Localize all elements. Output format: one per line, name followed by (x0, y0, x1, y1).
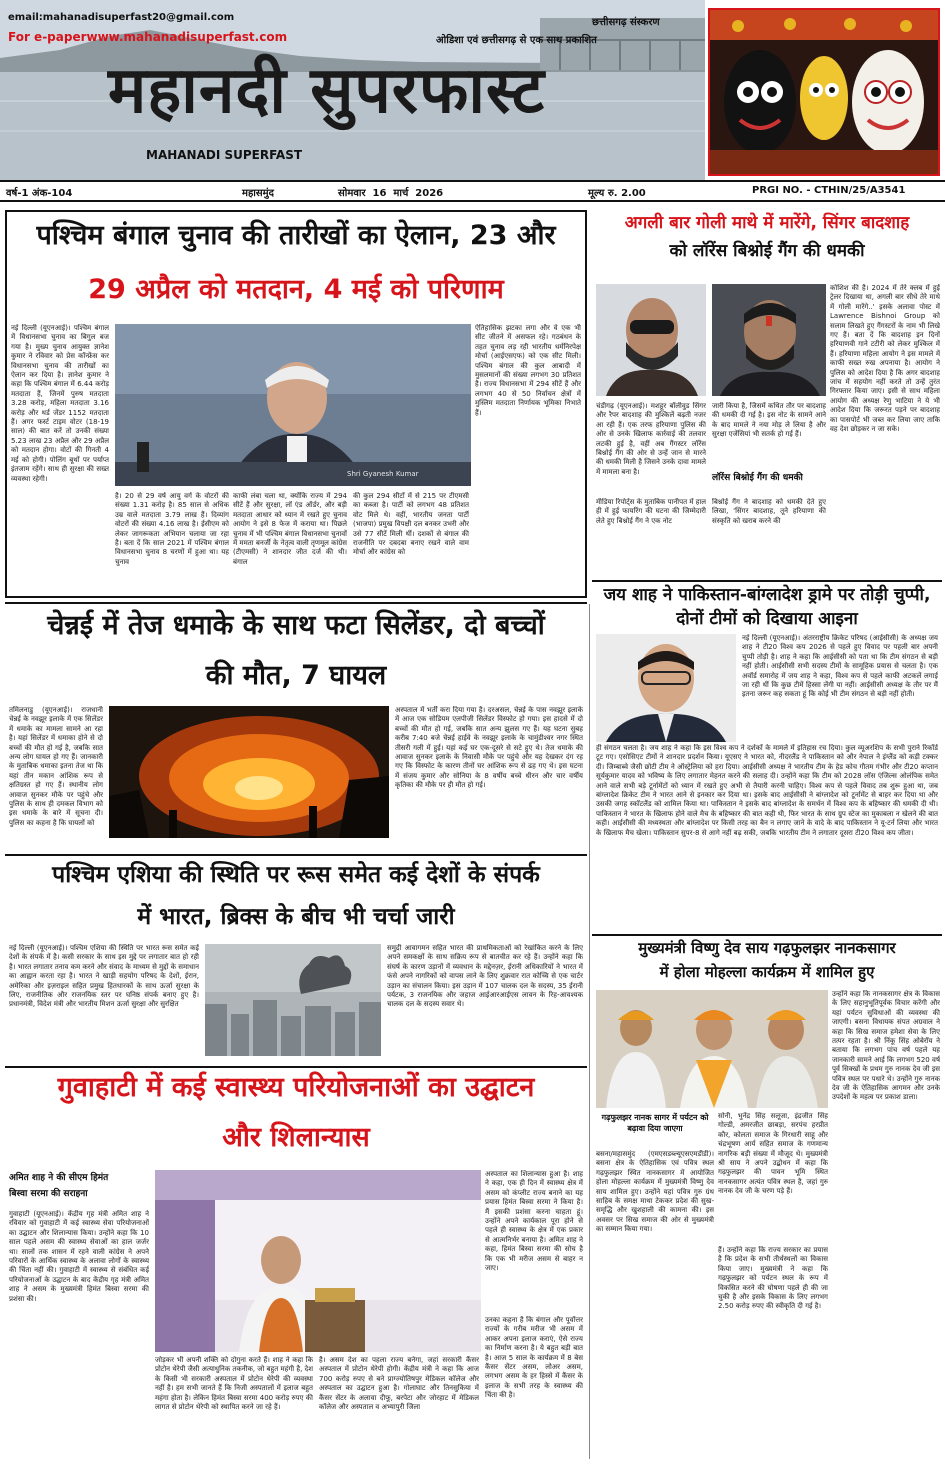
story-chennai-col-1: तमिलनाडु (यूएनआई)। राजधानी चेन्नई के नवझूर इलाके में एक सिलेंडर में धमाके का मामला सामने आ रहा है। यहां सिलेंडर में धमाका होने से दो बच्चों की मौत हो गई है, जबकि सात अन्य लोग घायल हो गए हैं। जानकारी के मुताबिक धमाका इतना तेज था कि यहां तीन मकान आंशिक रूप से क्षतिग्रस्त हो गए हैं। स्थानीय लोग आवाज सुनकर मौके पर पहुंचे और पुलिस के साथ ही दमकल विभाग को इस धमाके के बारे में सूचना दी। पुलिस का कहना है कि घायलों को (9, 706, 103, 827)
story-guwahati-top-rule (5, 1066, 587, 1068)
story-jay-shah-headline-1: जय शाह ने पाकिस्तान-बांग्लादेश ड्रामे पर तोड़ी चुप्पी, (603, 585, 931, 605)
dateline-date: सोमवार 16 मार्च 2026 (338, 188, 444, 199)
story-guwahati-kicker-1: अमित शाह ने की सीएम हिमंत (9, 1173, 109, 1183)
story-chennai-top-rule (5, 602, 587, 604)
story-guwahati-col-5: उनका कहना है कि बंगाल और पूर्वोत्तर राज्यों के गरीब मरीज भी असम में आकर अपना इलाज कराएं, ऐसे राज्य का निर्माण करना है। ये बहुत बड़ी बात है। आज 5 साल के कार्यक्रम में 8 बेस कैंसर सेंटर असम, लोअर असम, लगभग असम के हर हिस्से में कैंसर के इलाज के सभी तरह के स्वास्थ्य की चिंता की है। (485, 1316, 583, 1400)
story-badshah-photo-singer (596, 284, 706, 396)
story-cm-sai-top-rule (592, 934, 942, 936)
story-west-bengal-headline-2: 29 अप्रैल को मतदान, 4 मई को परिणाम (88, 274, 504, 305)
story-west-bengal-headline-1: पश्चिम बंगाल चुनाव की तारीखों का ऐलान, 23 और (36, 220, 556, 251)
dateline-place: महासमुंद (242, 188, 274, 199)
story-jay-shah-col-2: ही संगठन चलता है। जय शाह ने कहा कि इस विश्व कप ने दर्शकों के मामले में इतिहास रच दिया। कुल व्यूअरशिप के सभी पुराने रिकॉर्ड टूट गए। एसोसिएट टीमों ने शानदार प्रदर्शन किया। यूएसए ने भारत को, नीदरलैंड ने पाकिस्तान को और नेपाल ने इंग्लैंड को कड़ी टक्कर दी। जिम्बाब्वे जैसी छोटी टीम ने ऑस्ट्रेलिया को हरा दिया। आईसीसी अध्यक्ष ने भारतीय टीम के हेड कोच गौतम गंभीर और टी20 कप्तान सूर्यकुमार यादव को भविष्य के लिए लगातार मेहनत करने की सलाह दी। उन्होंने कहा कि टीम को 2028 लॉस एंजिल्स ओलंपिक समेत आने वाले सभी बड़े टूर्नामेंटों को ध्यान में रखते हुए अभी से तैयारी करनी चाहिए। विश्व कप से पहले विवाद तब शुरू हुआ था, जब बांग्लादेश क्रिकेट टीम ने भारत आने से इनकार कर दिया था। इसके बाद आईसीसी ने बांग्लादेश को टूर्नामेंट से बाहर कर दिया था और उसकी जगह स्कॉटलैंड को शामिल किया था। पाकिस्तान ने इसके बाद बांग्लादेश के समर्थन में विश्व कप के बहिष्कार की धमकी दी थी। पाकिस्तान ने भारत के खिलाफ होने वाले मैच के बहिष्कार की बात कही थी, फिर भारत के साथ ग्रुप स्टेज का मुकाबला न खेलने की बात कही। आईसीसी की मध्यस्थता और बांग्लादेश पर किसी तरह का बैन न लगाए जाने के वादे के बाद पाकिस्तान ने यू-टर्न लिया और भारत के खिलाफ मैच खेला। पाकिस्तान सुपर-8 से आगे नहीं बढ़ सकी, जबकि भारतीय टीम ने लगातार दूसरा टी20 विश्व कप जीता। (596, 744, 938, 837)
story-cm-sai-photo (596, 990, 828, 1108)
story-guwahati-kicker-2: बिस्वा सरमा की सराहना (9, 1189, 88, 1199)
story-cm-sai-headline-1: मुख्यमंत्री विष्णु देव साय गढ़फुलझर नानकसागर (638, 939, 896, 957)
story-cm-sai-col-2: उन्होंने कहा कि नानकसागर क्षेत्र के विकास के लिए सहानुभूतिपूर्वक विचार करेंगी और यहां पर्यटन सुविधाओं की व्यवस्था की जाएगी। बसना विधायक संपत अग्रवाल ने कहा कि सिख समाज हमेशा सेवा के लिए तत्पर रहता है। श्री निंकू सिंह ओबेरॉय ने बताया कि लगभग पांच वर्ष पहले यह जानकारी सामने आई कि लगभग 520 वर्ष पूर्व सिक्खों के प्रथम गुरु नानक देव जी इस पवित्र स्थल पर पधारे थे। उन्होंने गुरु नानक देव जी के ऐतिहासिक आगमन और उनके उपदेशों के महत्व पर प्रकाश डाला। (832, 990, 940, 1102)
story-cm-sai-col-1: सोनी, भुनेंद्र सिंह सलूजा, इंद्रजीत सिंह गोल्डी, अमरजीत छाबड़ा, सरपंच हरप्रीत कौर, कोलता समाज के गिरधारी साहू और चंद्रभूषण आर्य सहित समाज के गणमान्य नागरिक बड़ी संख्या में मौजूद थे। मुख्यमंत्री श्री साय ने अपने उद्बोधन में कहा कि गढ़फुलझर की पावन भूमि स्थित नानकसागर अत्यंत पवित्र स्थल है, जहां गुरु नानक देव जी के चरण पड़े हैं। (718, 1112, 828, 1196)
story-guwahati-col-1: गुवाहाटी (यूएनआई)। केंद्रीय गृह मंत्री अमित शाह ने रविवार को गुवाहाटी में कई स्वास्थ्य सेवा परियोजनाओं का उद्घाटन और शिलान्यास किया। उन्होंने कहा कि 10 साल पहले असम की स्वास्थ्य सेवाओं का हाल जर्जर था। सालों तक शासन में रहने वाली कांग्रेस ने अपने परिवारों के आर्थिक स्वास्थ्य के अलावा लोगों के स्वास्थ्य की चिंता नहीं की। गुवाहाटी में स्वास्थ्य से संबंधित कई परियोजनाओं के उद्घाटन के बाद केंद्रीय गृह मंत्री अमित शाह ने असम के मुख्यमंत्री हिमंत बिस्वा सरमा की प्रशंसा की। (9, 1210, 149, 1303)
story-chennai (5, 602, 587, 852)
dateline-prgi: PRGI NO. - CTHIN/25/A3541 (752, 185, 906, 196)
story-badshah-subhead: लॉरेंस बिश्नोई गैंग की धमकी (712, 473, 803, 483)
story-badshah-col-2: जारी किया है, जिसमें कथित तौर पर बादशाह की धमकी दी गई है। इस नोट के सामने आने के बाद मामले ने नया मोड़ ले लिया है और सुरक्षा एजेंसियां भी सतर्क हो गई हैं। (712, 402, 826, 439)
story-guwahati-col-3: है। असम देश का पहला राज्य बनेगा, जहां सरकारी कैंसर अस्पताल में प्रोटोन थेरेपी होगी। केंद्रीय मंत्री ने कहा कि आज 700 करोड़ रुपए से बने प्राग्ज्योतिषपुर मेडिकल कॉलेज और अस्पताल का उद्घाटन हुआ है। गोलाघाट और तिनसुकिया में कैंसर सेंटर के अलावा दीफू, बरपेटा और जोरहाट में मेडिकल कॉलेज और अस्पताल व अभ्यापुरी जिला (319, 1356, 479, 1412)
story-guwahati-headline-1: गुवाहाटी में कई स्वास्थ्य परियोजनाओं का उद्घाटन (57, 1072, 535, 1103)
masthead-epaper-link[interactable]: For e-paperwww.mahanadisuperfast.com (8, 30, 288, 44)
story-badshah-col-4: बिश्नोई गैंग ने बादशाह को धमकी देते हुए लिखा, 'सिंगर बादशाह, तूने हरियाणा की संस्कृति को खराब करने की (712, 498, 826, 525)
story-west-bengal-col-3: काफी लंबा चला था, क्योंकि राज्य में 294 सीटें हैं और सुरक्षा, लॉ एंड ऑर्डर, और बड़ी मतदाता आधार को ध्यान में रखते हुए चुनाव आयोग ने इसे 8 फेज में कराया था। पिछले चुनाव में भी पश्चिम बंगाल विधानसभा चुनावों में ममता बनर्जी के नेतृत्व वाली तृणमूल कांग्रेस (टीएमसी) ने शानदार जीत दर्ज की थी। बंगाल (233, 492, 347, 566)
story-west-asia-col-2: समुद्री आवागमन सहित भारत की प्राथमिकताओं को रेखांकित करने के लिए अपने समकक्षों के साथ सक्रिय रूप से बातचीत कर रहे हैं। उन्होंने कहा कि संघर्ष के कारण उड़ानों में व्यवधान के मद्देनज़र, ईरानी अधिकारियों ने भारत में फंसे अपने नागरिकों को वापस लाने के लिए शुक्रवार रात कोच्चि से एक चार्टर उड़ान का संचालन किया। इस उड़ान में 107 चालक दल के सदस्य, 35 ईरानी पर्यटक, 3 राजनयिक और जहाज आईआरआईएस लावन के रिह-आवश्यक चालक दल के सदस्य सवार थे। (387, 944, 583, 1009)
story-jay-shah-col-1: नई दिल्ली (यूएनआई)। अंतरराष्ट्रीय क्रिकेट परिषद (आईसीसी) के अध्यक्ष जय शाह ने टी20 विश्व कप 2026 से पहले हुए विवाद पर पहली बार अपनी चुप्पी तोड़ी है। शाह ने कहा कि आईसीसी को पता था कि टीम संगठन से बड़ी नहीं होती। आईसीसी सभी सदस्य टीमों के सामूहिक प्रयास से चलता है। एक अवॉर्ड समारोह में जय शाह ने कहा, विश्व कप से पहले काफी अटकलें लगाई जा रही थीं कि कुछ टीमें हिस्सा लेंगी या नहीं। आईसीसी अध्यक्ष के तौर पर मैं इतना जरूर कह सकता हूं कि कोई भी टीम संगठन से बड़ी नहीं होती। (742, 634, 938, 699)
story-west-asia-photo (205, 944, 381, 1056)
story-guwahati-headline-2: और शिलान्यास (222, 1122, 370, 1153)
story-cm-sai-col-4: हैं। उन्होंने कहा कि राज्य सरकार का प्रयास है कि प्रदेश के सभी तीर्थस्थलों का विकास किया जाए। मुख्यमंत्री ने कहा कि गढ़फुलझर को पर्यटन स्थल के रूप में विकसित करने की घोषणा पहले ही की जा चुकी है और इसके विकास के लिए लगभग 2.50 करोड़ रुपए की स्वीकृति दी गई है। (718, 1246, 828, 1311)
story-badshah-photo-gangster (712, 284, 826, 396)
story-badshah-col-1: चंडीगढ़ (यूएनआई)। मशहूर बॉलीवुड सिंगर और रैपर बादशाह की मुश्किलें बढ़ती नजर आ रही हैं। एक तरफ हरियाणा पुलिस की ओर से उनके खिलाफ कार्रवाई की तलवार लटकी हुई है, वहीं अब गैंगस्टर लॉरेंस बिश्नोई गैंग की ओर से उन्हें जान से मारने की धमकी मिली है जिसने उनके दावा मामले में मामला बना है। (596, 402, 706, 476)
story-west-asia-top-rule (5, 854, 587, 856)
story-west-bengal-col-5: ऐतिहासिक झटका लगा और वे एक भी सीट जीतने में असफल रहे। गठबंधन के तहत चुनाव लड़ रही भारतीय धर्मनिरपेक्ष मोर्चा (आईएसएफ) को एक सीट मिली। पश्चिम बंगाल की कुल आबादी में मुसलमानों की संख्या लगभग 30 प्रतिशत है। राज्य विधानसभा में 294 सीटें हैं और लगभग 40 से 50 निर्वाचन क्षेत्रों में मुस्लिम मतदाता निर्णायक भूमिका निभाते हैं। (475, 324, 581, 417)
dateline-top-rule (0, 180, 945, 182)
masthead-banner (0, 0, 705, 180)
story-west-bengal-col-4: की कुल 294 सीटों में से 215 पर टीएमसी का कब्जा है। पार्टी को लगभग 48 प्रतिशत वोट मिले थे। वहीं, भारतीय जनता पार्टी (भाजपा) प्रमुख विपक्षी दल बनकर उभरी और उसे 77 सीटें मिली थीं। दशकों से बंगाल की राजनीति पर दबदबा बनाए रखने वाले वाम मोर्चा और कांग्रेस को (353, 492, 469, 557)
story-chennai-fire-photo (109, 706, 389, 838)
story-west-bengal-col-1: नई दिल्ली (यूएनआई)। पश्चिम बंगाल में विधानसभा चुनाव का बिगुल बज गया है। मुख्य चुनाव आयुक्त ज्ञानेश कुमार ने रविवार को प्रेस कॉन्फ्रेंस कर विधानसभा चुनाव की तारीखों का ऐलान कर दिया है। ज्ञानेश कुमार ने कहा कि पश्चिम बंगाल में 6.44 करोड़ मतदाता हैं, जिनमें पुरुष मतदाता 3.28 करोड़, महिला मतदाता 3.16 करोड़ और थर्ड जेंडर 1152 मतदाता हैं। अगर फर्स्ट टाइम वोटर (18-19 साल) की बात करें तो उनकी संख्या 5.23 लाख 23 अप्रैल और 29 अप्रैल को मतदान होगा। वोटों की गिनती 4 मई को होगी। पोलिंग बूथों पर पर्याप्त इंतजाम रहेंगे। साथ ही सुरक्षा की सख्त व्यवस्था रहेगी। (11, 324, 109, 483)
story-west-asia (5, 854, 587, 1064)
story-west-bengal (5, 210, 587, 598)
story-cm-sai-headline-2: में होला मोहल्ला कार्यक्रम में शामिल हुए (659, 963, 875, 981)
story-badshah (592, 210, 942, 580)
story-west-asia-col-1: नई दिल्ली (यूएनआई)। पश्चिम एशिया की स्थिति पर भारत रूस समेत कई देशों के संपर्क में है। कसी सरकार के साथ इस मुद्दे पर लगातार बात हो रही है। भारत लगातार तनाव कम करने और संवाद के माध्यम से मुद्दों के समाधान का आह्वान करता रहा है। भारत ने खाड़ी सहयोग परिषद के देशों, ईरान, अमेरिका और इज़राइल सहित प्रमुख हितधारकों के साथ ऊर्जा सुरक्षा के लिए, राजनीतिक और राजनयिक स्तर पर घनिष्ठ संपर्क बनाए हुए है। प्रधानमंत्री, विदेश मंत्री और भारतीय मिशन ऊर्जा सुरक्षा और सुरक्षित (9, 944, 199, 1009)
story-chennai-headline-2: की मौत, 7 घायल (205, 660, 387, 691)
story-badshah-right-col: कोशिश की है। 2024 में तेरे क्लब में हुई ट्रेलर दिखाया था, अगली बार सीधे तेरे माथे में गोली मारेंगे..' इसके अलावा पोस्ट में Lawrence Bishnoi Group को सलाम लिखते हुए गैंगस्टरों के नाम भी लिखे गए हैं। बता दें कि बादशाह इन दिनों हरियाणवी गाने टटीरी को लेकर मुश्किल में हैं। हरियाणा महिला आयोग ने इस मामले में काफी सख्त रुख अपनाया है। आयोग ने पुलिस को आदेश दिया है कि अगर बादशाह जांच में सहयोग नहीं करते तो उन्हें तुरंत गिरफ्तार किया जाए। इसी से साथ महिला आयोग की अध्यक्ष रेणु भाटिया ने ये भी आदेश दिया कि जरूरत पड़ने पर बादशाह का पासपोर्ट भी जब्त कर लिया जाए ताकि वह देश छोड़कर न जा सके। (830, 284, 940, 434)
story-cm-sai-photo-caption: गढ़फुलझर नानक सागर में पर्यटन को बढ़ावा दिया जाएगा (601, 1113, 709, 1133)
story-chennai-col-2: अस्पताल में भर्ती करा दिया गया है। दरअसल, चेन्नई के पास नवझूर इलाके में आज एक सोडियम एलपीजी सिलेंडर विस्फोट हो गया। इस हादसे में दो बच्चों की मौत हो गई, जबकि सात अन्य झुलस गए हैं। यह घटना सुबह करीब 7:40 बजे चेन्नई हाईवे के नवझूर इलाके के चामुंडीश्वर नगर स्थित तीसरी गली में हुई। यहां कई घर एक-दूसरे से सटे हुए थे। तेज धमाके की आवाज सुनकर इलाके के निवासी मौके पर पहुंचे और यह देखकर दंग रह गए कि विस्फोट के कारण तीनों घर आंशिक रूप से ढह गए थे। इस घटना में संजय कुमार और सोनिया के 8 वर्षीय बच्चे धीरन और चार वर्षीय कृतिका की मौके पर ही मौत हो गई। (395, 706, 583, 790)
masthead-tagline: ओडिशा एवं छत्तीसगढ़ से एक साथ प्रकाशित (436, 35, 597, 46)
story-west-bengal-photo (115, 324, 471, 486)
masthead-subtitle: MAHANADI SUPERFAST (146, 148, 303, 162)
story-guwahati-col-4: अस्पताल का शिलान्यास हुआ है। शाह ने कहा, एक ही दिन में स्वास्थ्य क्षेत्र में असम को कंप्लीट राज्य बनाने का यह प्रयास हिमंत बिस्वा सरमा ने किया है। मैं इसकी प्रशंसा करना चाहता हूं। उन्होंने अपने कार्यकाल पूरा होने से पहले ही स्वास्थ्य के क्षेत्र में एक प्रकार से आत्मनिर्भर बनाया है। अमित शाह ने कहा, हिमंत बिस्वा सरमा की सोच है कि एक भी मरीज असम से बाहर न जाए। (485, 1170, 583, 1273)
story-chennai-headline-1: चेन्नई में तेज धमाके के साथ फटा सिलेंडर, दो बच्चों (47, 610, 545, 641)
masthead-deity-photo (708, 8, 940, 176)
dateline-bottom-rule (0, 200, 945, 202)
dateline-price: मूल्य रु. 2.00 (588, 188, 646, 199)
masthead-email: email:mahanadisuperfast20@gmail.com (8, 12, 235, 23)
story-jay-shah-top-rule (592, 580, 942, 582)
story-jay-shah (592, 580, 942, 932)
story-guwahati (5, 1066, 587, 1459)
column-divider (589, 604, 590, 1459)
story-guwahati-col-2: जोड़कर भी अपनी शक्ति को दोगुना करते हैं। शाह ने कहा कि प्रोटोन थेरेपी जैसी अत्याधुनिक तकनीक, जो बहुत महंगी है, देश के किसी भी सरकारी अस्पताल में प्रोटोन थेरेपी की व्यवस्था नहीं है। हम सभी जानते हैं कि निजी अस्पतालों में इलाज बहुत महंगा होता है। लेकिन हिमंत बिस्वा सरमा 400 करोड़ रुपए की लागत से प्रोटोन थेरेपी को स्थापित करने जा रहे हैं। (155, 1356, 313, 1412)
story-west-bengal-photo-caption: Shri Gyanesh Kumar (347, 470, 419, 478)
dateline-volume: वर्ष-1 अंक-104 (6, 188, 73, 199)
story-cm-sai (592, 934, 942, 1459)
story-west-bengal-col-2: है। 20 से 29 वर्ष आयु वर्ग के वोटरों की संख्या 1.31 करोड़ है। 85 साल से अधिक उम्र वाले मतदाता 3.79 लाख हैं। दिव्यांग वोटरों की संख्या 4.16 लाख है। ईसीएम को लेकर जागरूकता अभियान चलाया जा रहा है। बता दें कि साल 2021 में पश्चिम बंगाल विधानसभा चुनाव 8 चरणों में हुआ था। यह चुनाव (115, 492, 229, 566)
story-jay-shah-headline-2: दोनों टीमों को दिखाया आइना (676, 609, 858, 629)
story-cm-sai-col-3: बसना/महासमुंद (एमएसडब्ल्यूएसएमडीडी)। बसना क्षेत्र के ऐतिहासिक एवं पवित्र स्थल गढ़फुलझर स्थित नानकसागर में आयोजित होला मोहल्ला कार्यक्रम में मुख्यमंत्री विष्णु देव साय शामिल हुए। उन्होंने यहां पवित्र गुरु ग्रंथ साहिब के समक्ष माथा टेककर प्रदेश की सुख-समृद्धि और खुशहाली की कामना की। इस अवसर पर सिख समाज की ओर से मुख्यमंत्री का सम्मान किया गया। (596, 1150, 714, 1234)
story-badshah-col-3: मीडिया रिपोर्ट्स के मुताबिक पानीपत में हाल ही में हुई फायरिंग की घटना की जिम्मेदारी लेते हुए बिश्नोई गैंग ने एक नोट (596, 498, 706, 525)
story-badshah-headline-2: को लॉरेंस बिश्नोई गैंग की धमकी (669, 241, 865, 261)
story-badshah-headline-1: अगली बार गोली माथे में मारेंगे, सिंगर बादशाह (624, 213, 910, 233)
story-west-asia-headline-2: में भारत, ब्रिक्स के बीच भी चर्चा जारी (137, 904, 455, 930)
story-jay-shah-photo (596, 634, 736, 742)
story-guwahati-photo (155, 1170, 481, 1352)
story-west-asia-headline-1: पश्चिम एशिया की स्थिति पर रूस समेत कई देशों के संपर्क (52, 862, 540, 888)
masthead-title: महानदी सुपरफास्ट (108, 54, 546, 128)
masthead-edition: छत्तीसगढ़ संस्करण (592, 17, 660, 28)
